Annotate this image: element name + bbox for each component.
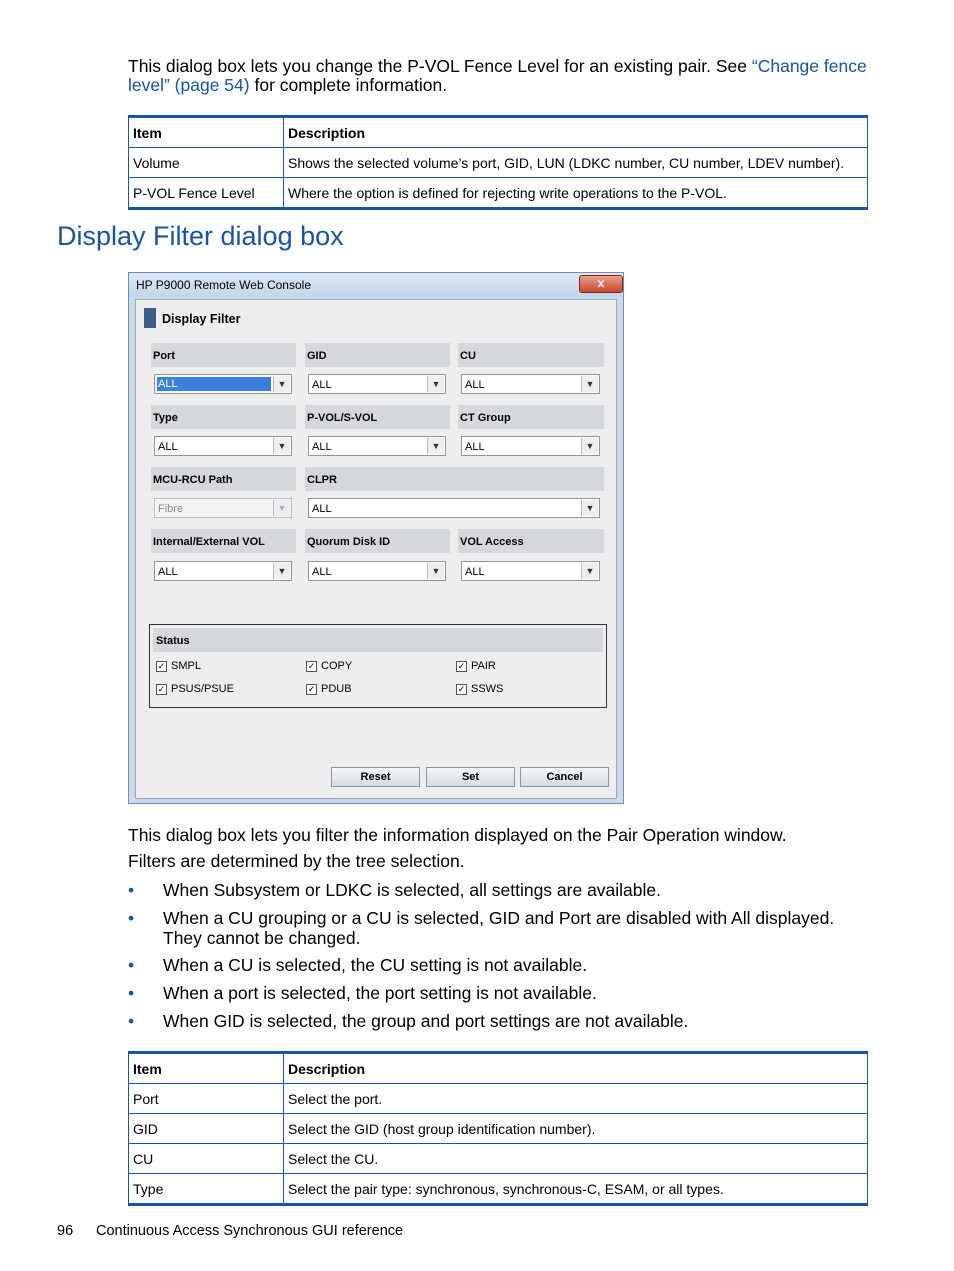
cu-label: CU bbox=[458, 343, 604, 367]
checkbox-checked-icon[interactable]: ✓ bbox=[157, 683, 166, 694]
internal-external-vol-select[interactable]: ALL ▼ bbox=[154, 561, 292, 581]
status-check-smpl[interactable]: ✓ SMPL bbox=[157, 660, 201, 672]
vol-access-select[interactable]: ALL ▼ bbox=[461, 561, 600, 581]
checkbox-checked-icon[interactable]: ✓ bbox=[307, 660, 316, 671]
chevron-down-icon[interactable]: ▼ bbox=[581, 500, 598, 516]
cell-item: CU bbox=[129, 1144, 284, 1174]
footer-title: Continuous Access Synchronous GUI reference bbox=[96, 1223, 404, 1239]
cell-description: Select the CU. bbox=[284, 1144, 868, 1174]
cell-description: Where the option is defined for rejecting write operations to the P-VOL. bbox=[284, 178, 868, 209]
chevron-down-icon[interactable]: ▼ bbox=[427, 376, 444, 392]
chevron-down-icon[interactable]: ▼ bbox=[427, 438, 444, 454]
status-check-pair[interactable]: ✓ PAIR bbox=[457, 660, 496, 672]
header-item: Item bbox=[129, 117, 284, 148]
ct-group-select[interactable]: ALL ▼ bbox=[461, 436, 600, 456]
status-group bbox=[149, 624, 607, 708]
mcu-rcu-path-label: MCU-RCU Path bbox=[151, 467, 296, 491]
ct-group-label: CT Group bbox=[458, 405, 604, 429]
change-fence-level-link-cont[interactable]: level” (page 54) bbox=[128, 75, 250, 95]
change-fence-level-link[interactable]: “Change fence bbox=[751, 56, 867, 76]
chevron-down-icon[interactable]: ▼ bbox=[273, 563, 290, 579]
table-header-row bbox=[129, 1053, 868, 1084]
header-description: Description bbox=[284, 117, 868, 148]
checkbox-checked-icon[interactable]: ✓ bbox=[457, 683, 466, 694]
status-check-ssws[interactable]: ✓ SSWS bbox=[457, 683, 504, 695]
cu-select[interactable]: ALL ▼ bbox=[461, 374, 600, 394]
close-button[interactable] bbox=[579, 275, 623, 293]
checkbox-checked-icon[interactable]: ✓ bbox=[307, 683, 316, 694]
cell-item: Type bbox=[129, 1174, 284, 1205]
cell-description: Shows the selected volume’s port, GID, LUN (LDKC number, CU number, LDEV number). bbox=[284, 148, 868, 178]
window-title: HP P9000 Remote Web Console bbox=[136, 278, 311, 292]
dialog-titlebar[interactable] bbox=[129, 273, 623, 297]
table-header-row bbox=[129, 117, 868, 148]
clpr-label: CLPR bbox=[305, 467, 604, 491]
type-label: Type bbox=[151, 405, 296, 429]
pvol-svol-label: P-VOL/S-VOL bbox=[305, 405, 450, 429]
status-check-copy[interactable]: ✓ COPY bbox=[307, 660, 353, 672]
quorum-disk-id-label: Quorum Disk ID bbox=[305, 529, 450, 553]
cell-description: Select the port. bbox=[284, 1084, 868, 1114]
table-row bbox=[129, 178, 868, 209]
chevron-down-icon[interactable]: ▼ bbox=[273, 438, 290, 454]
checkbox-checked-icon[interactable]: ✓ bbox=[157, 660, 166, 671]
cell-description: Select the pair type: synchronous, synchronous-C, ESAM, or all types. bbox=[284, 1174, 868, 1205]
chevron-down-icon[interactable]: ▼ bbox=[581, 376, 598, 392]
chevron-down-icon[interactable]: ▼ bbox=[273, 376, 290, 392]
port-label: Port bbox=[151, 343, 296, 367]
chevron-down-icon[interactable]: ▼ bbox=[581, 563, 598, 579]
status-label: Status bbox=[153, 628, 603, 652]
dialog-header: Display Filter bbox=[162, 312, 241, 326]
table-row bbox=[129, 1174, 868, 1205]
section-title: Display Filter dialog box bbox=[57, 221, 344, 251]
set-button[interactable]: Set bbox=[426, 767, 515, 787]
page-number: 96 bbox=[57, 1223, 74, 1239]
table-row bbox=[129, 1084, 868, 1114]
checkbox-checked-icon[interactable]: ✓ bbox=[457, 660, 466, 671]
filter-items-table bbox=[128, 1051, 868, 1206]
chevron-down-icon[interactable]: ▼ bbox=[581, 438, 598, 454]
type-select[interactable]: ALL ▼ bbox=[154, 436, 292, 456]
vol-access-label: VOL Access bbox=[458, 529, 604, 553]
status-check-pdub[interactable]: ✓ PDUB bbox=[307, 683, 352, 695]
chevron-down-icon: ▼ bbox=[273, 500, 290, 516]
mcu-rcu-path-select: Fibre ▼ bbox=[154, 498, 292, 518]
reset-button[interactable]: Reset bbox=[331, 767, 420, 787]
cell-item: GID bbox=[129, 1114, 284, 1144]
header-description: Description bbox=[284, 1053, 868, 1084]
cancel-button[interactable]: Cancel bbox=[520, 767, 609, 787]
dialog-body bbox=[135, 299, 617, 799]
intro-paragraph: This dialog box lets you change the P-VOL Fence Level for an existing pair. See “Change fence level” (page 54) for complete information. bbox=[128, 56, 867, 95]
body-paragraph-2: Filters are determined by the tree selection. bbox=[128, 851, 465, 871]
gid-select[interactable]: ALL ▼ bbox=[308, 374, 446, 394]
port-select[interactable]: ALL ▼ bbox=[154, 374, 292, 394]
cell-item: Port bbox=[129, 1084, 284, 1114]
cell-description: Select the GID (host group identification number). bbox=[284, 1114, 868, 1144]
bullet-icon: • bbox=[128, 880, 135, 900]
internal-external-vol-label: Internal/External VOL bbox=[151, 529, 296, 553]
pvol-svol-select[interactable]: ALL ▼ bbox=[308, 436, 446, 456]
cell-item: Volume bbox=[129, 148, 284, 178]
gid-label: GID bbox=[305, 343, 450, 367]
bullet-icon: • bbox=[128, 983, 135, 1003]
fence-level-table bbox=[128, 115, 868, 210]
bullet-icon: • bbox=[128, 955, 135, 975]
status-check-psus-psue[interactable]: ✓ PSUS/PSUE bbox=[157, 683, 234, 695]
header-item: Item bbox=[129, 1053, 284, 1084]
table-row bbox=[129, 148, 868, 178]
quorum-disk-id-select[interactable]: ALL ▼ bbox=[308, 561, 446, 581]
bullet-icon: • bbox=[128, 1011, 135, 1031]
bullet-icon: • bbox=[128, 908, 135, 928]
display-filter-dialog bbox=[128, 272, 624, 804]
header-marker-icon bbox=[144, 308, 156, 328]
close-icon: x bbox=[597, 276, 605, 290]
body-paragraph-1: This dialog box lets you filter the information displayed on the Pair Operation window. bbox=[128, 825, 787, 845]
table-row bbox=[129, 1114, 868, 1144]
cell-item: P-VOL Fence Level bbox=[129, 178, 284, 209]
clpr-select[interactable]: ALL ▼ bbox=[308, 498, 600, 518]
table-row bbox=[129, 1144, 868, 1174]
chevron-down-icon[interactable]: ▼ bbox=[427, 563, 444, 579]
